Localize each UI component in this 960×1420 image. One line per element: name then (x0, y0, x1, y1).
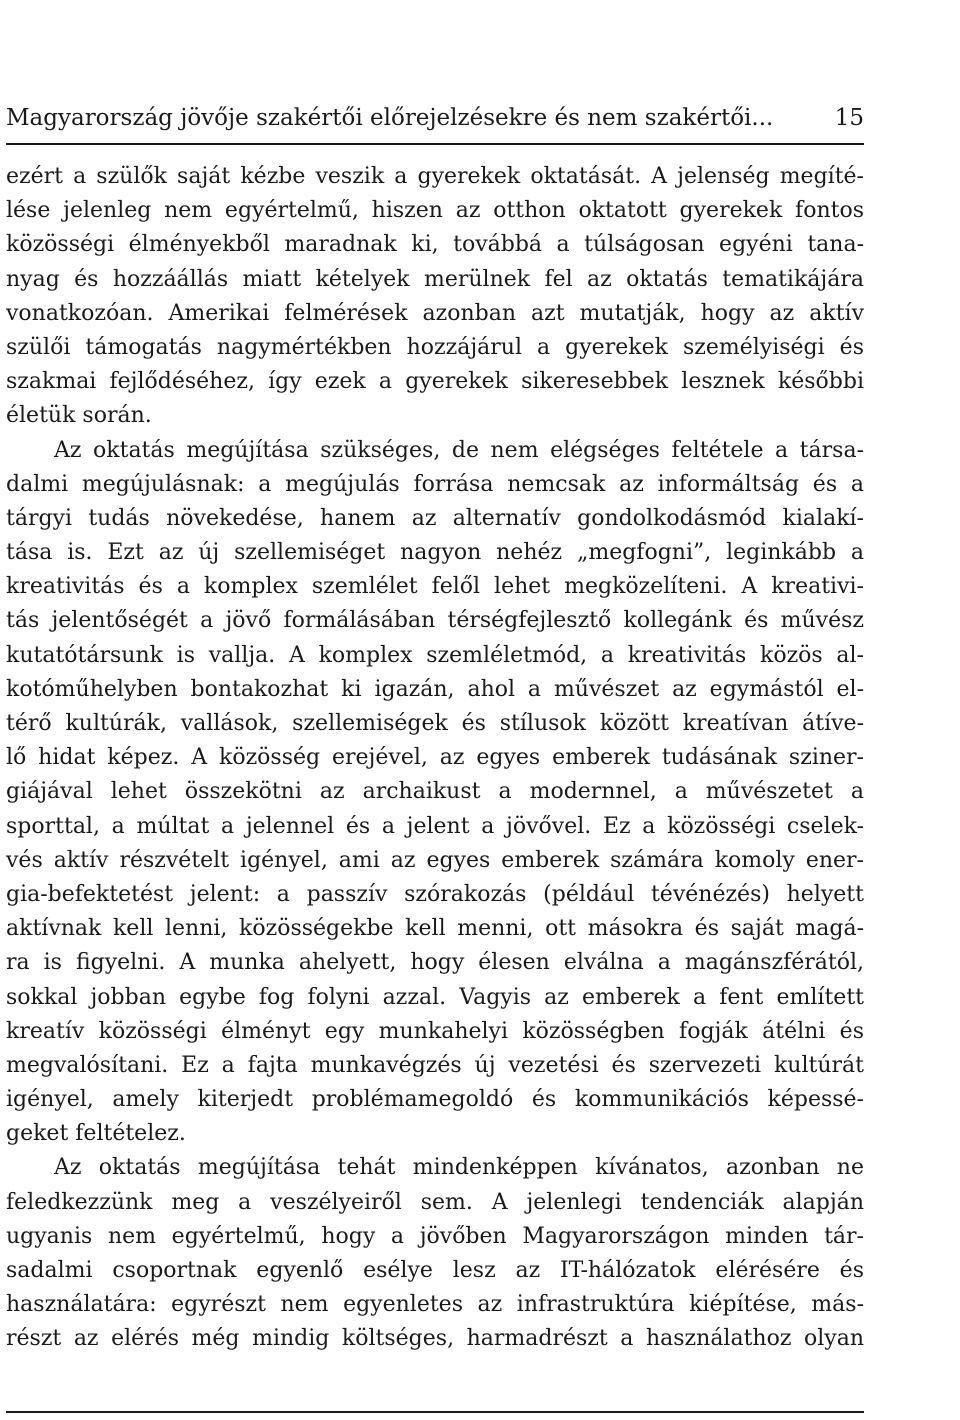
body-text (6, 160, 864, 1357)
paragraph-start-line: Az oktatás megújítása tehát mindenképpen kívánatos, azonban ne (54, 1155, 864, 1181)
paragraph-end-line: életük során. (6, 403, 152, 429)
page-number: 15 (834, 105, 864, 131)
text-line: szakmai fejlődéséhez, így ezek a gyerekek sikeresebbek lesznek későbbi (6, 369, 864, 395)
text-line: részt az elérés még mindig költséges, harmadrészt a használathoz olyan (6, 1326, 864, 1352)
text-line: vonatkozóan. Amerikai felmérések azonban azt mutatják, hogy az aktív (6, 300, 864, 326)
text-line: aktívnak kell lenni, közösségekbe kell menni, ott másokra és saját magá- (6, 916, 864, 942)
text-line: tás jelentőségét a jövő formálásában térségfejlesztő kollegánk és művész (6, 608, 864, 634)
text-line: ugyanis nem egyértelmű, hogy a jövőben Magyarországon minden tár- (6, 1223, 864, 1249)
text-line: kreativitás és a komplex szemlélet felől lehet megközelíteni. A kreativi- (6, 574, 864, 600)
text-line: kreatív közösségi élményt egy munkahelyi közösségben fogják átélni és (6, 1018, 864, 1044)
text-line: tása is. Ezt az új szellemiséget nagyon nehéz „megfogni”, leginkább a (6, 540, 864, 566)
text-line: tárgyi tudás növekedése, hanem az alternatív gondolkodásmód kialakí- (6, 505, 864, 531)
text-line: sadalmi csoportnak egyenlő esélye lesz az IT-hálózatok elérésére és (6, 1258, 864, 1283)
text-line: nyag és hozzáállás miatt kételyek merülnek fel az oktatás tematikájára (6, 266, 864, 292)
text-line: kotóműhelyben bontakozhat ki igazán, ahol a művészet az egymástól el- (6, 676, 864, 702)
text-line: igényel, amely kiterjedt problémamegoldó és kommunikációs képessé- (6, 1087, 864, 1113)
text-line: gia-befektetést jelent: a passzív szórakozás (például tévénézés) helyett (6, 881, 864, 907)
paragraph-end-line: geket feltételez. (6, 1121, 186, 1147)
paragraph-start-line: Az oktatás megújítása szükséges, de nem elégséges feltétele a társa- (54, 437, 864, 463)
text-line: dalmi megújulásnak: a megújulás forrása nemcsak az informáltság és a (6, 471, 864, 497)
footer-rule (6, 1411, 864, 1413)
text-line: lése jelenleg nem egyértelmű, hiszen az otthon oktatott gyerekek fontos (6, 198, 864, 224)
text-line: megvalósítani. Ez a fajta munkavégzés új vezetési és szervezeti kultúrát (6, 1052, 864, 1078)
header-rule (6, 143, 864, 145)
text-line: sokkal jobban egybe fog folyni azzal. Vagyis az emberek a fent említett (6, 984, 864, 1010)
text-line: kutatótársunk is vallja. A komplex szemléletmód, a kreativitás közös al- (6, 642, 864, 668)
running-header (6, 104, 864, 132)
text-line: giájával lehet összekötni az archaikust a modernnel, a művészetet a (6, 779, 864, 805)
text-line: vés aktív részvételt igényel, ami az egyes emberek számára komoly ener- (6, 847, 864, 873)
running-title: Magyarország jövője szakértői előrejelzésekre és nem szakértői... (6, 105, 774, 131)
text-line: sporttal, a múltat a jelennel és a jelent a jövővel. Ez a közösségi cselek- (6, 813, 864, 839)
text-line: használatára: egyrészt nem egyenletes az infrastruktúra kiépítése, más- (6, 1292, 864, 1318)
text-line: lő hidat képez. A közösség erejével, az egyes emberek tudásának sziner- (6, 745, 864, 771)
text-line: közösségi élményekből maradnak ki, továbbá a túlságosan egyéni tana- (6, 232, 864, 258)
text-line: ra is figyelni. A munka ahelyett, hogy élesen elválna a magánszférától, (6, 950, 864, 976)
text-line: térő kultúrák, vallások, szellemiségek és stílusok között kreatívan átíve- (6, 711, 864, 736)
text-line: feledkezzünk meg a veszélyeiről sem. A jelenlegi tendenciák alapján (6, 1189, 864, 1215)
text-line: szülői támogatás nagymértékben hozzájárul a gyerekek személyiségi és (6, 334, 864, 360)
text-line: ezért a szülők saját kézbe veszik a gyerekek oktatását. A jelenség megíté- (6, 164, 864, 189)
